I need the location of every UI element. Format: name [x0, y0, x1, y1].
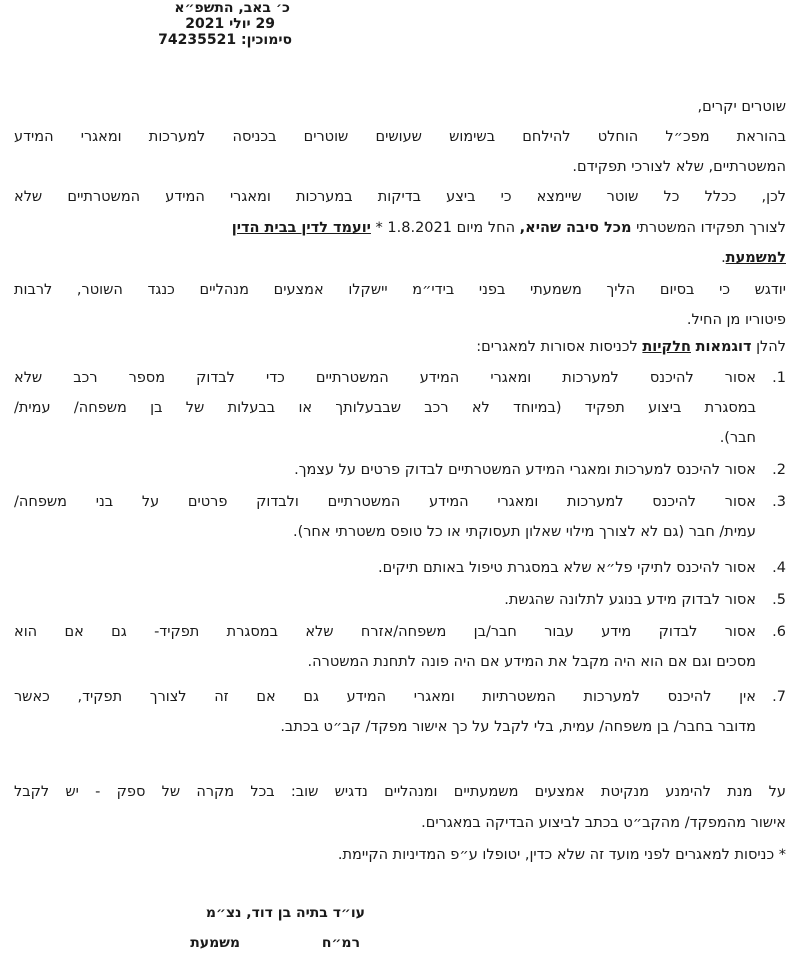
p2-text-start: לצורך תפקידו המשטרתי — [636, 220, 786, 236]
list-item-7 — [14, 682, 786, 712]
item-number: 6. — [772, 624, 786, 640]
gregorian-date: 29 יולי 2021 — [185, 16, 275, 32]
hebrew-date: כ׳ באב, התשפ״א — [174, 0, 290, 16]
reference-label: סימוכין: — [240, 32, 292, 48]
reference-line — [60, 32, 292, 48]
list-item-2 — [14, 455, 786, 485]
item-line: אין להיכנס למערכות המשטרתיות ומאגרי המידע גם אם זה לצורך תפקיד, כאשר — [14, 689, 756, 705]
intro-bold: דוגמאות — [695, 339, 752, 355]
item-line: אסור להיכנס למערכות ומאגרי המידע המשטרתיים לבדוק פרטים על עצמך. — [294, 462, 756, 478]
p2-date-phrase: החל מיום 1.8.2021 * — [375, 220, 516, 236]
item-number: 1. — [772, 370, 786, 386]
item-number: 4. — [772, 560, 786, 576]
paragraph1-line1: בהוראת מפכ״ל הוחלט להילחם בשימוש שעושים שוטרים בכניסה למערכות ומאגרי המידע — [14, 129, 786, 145]
item-line: אסור להיכנס למערכות ומאגרי המידע המשטרתיים ולבדוק פרטים על בני משפחה/ — [14, 494, 756, 510]
footnote: * כניסות למאגרים לפני מועד זה שלא כדין, יטופלו ע״פ המדיניות הקיימת. — [337, 847, 786, 863]
list-item-1 — [14, 363, 786, 393]
item-number: 5. — [772, 592, 786, 608]
signature-title-right: משמעת — [190, 935, 240, 951]
intro-end: לכניסות אסורות למאגרים: — [476, 339, 638, 355]
p2-bold-phrase: מכל סיבה שהיא, — [519, 220, 632, 236]
paragraph2-line3 — [14, 243, 786, 273]
item-number: 3. — [772, 494, 786, 510]
paragraph1-line2: המשטרתיים, שלא לצורכי תפקידם. — [572, 159, 786, 175]
item-line: במסגרת ביצוע תפקיד (במיוחד לא רכב שבבעלותך או בבעלות של בן משפחה/ עמית/ — [14, 400, 756, 416]
p2-underlined-phrase: יועמד לדין בבית הדין — [231, 220, 371, 236]
item-line: מסכים וגם אם הוא היה מקבל את המידע אם היה פונה לתחנת המשטרה. — [307, 654, 756, 670]
list-item-6 — [14, 617, 786, 647]
list-item-1-cont — [14, 393, 786, 423]
closing-line1: על מנת להימנע מנקיטת אמצעים משמעתיים ומנהליים נדגיש שוב: בכל מקרה של ספק - יש לקבל — [14, 784, 786, 800]
item-line: מדובר בחבר/ בן משפחה/ עמית, בלי לקבל על כך אישור מפקד/ קב״ט בכתב. — [280, 719, 756, 735]
list-item-6-cont — [14, 647, 786, 677]
signature-name: עו״ד בתיה בן דוד, נצ״מ — [205, 905, 365, 921]
paragraph2-line1: לכן, ככלל כל שוטר שיימצא כי ביצע בדיקות במערכות ומאגרי המידע המשטרתיים שלא — [14, 189, 786, 205]
p2-underlined-end: למשמעת — [725, 250, 786, 266]
signature-title-left: רמ״ח — [321, 935, 360, 951]
list-item-5 — [14, 585, 786, 615]
greeting: שוטרים יקרים, — [697, 99, 786, 115]
reference-number: 74235521 — [158, 32, 237, 48]
item-line: עמית/ חבר (גם לא לצורך מילוי שאלון תעסוקתי או כל טופס משטרתי אחר). — [292, 524, 756, 540]
item-line: אסור להיכנס למערכות ומאגרי המידע המשטרתיים כדי לבדוק מספר רכב שלא — [14, 370, 756, 386]
examples-intro — [14, 332, 786, 362]
p2-period: . — [721, 250, 726, 266]
list-item-3-cont — [14, 517, 786, 547]
closing-line2: אישור מהמפקד/ מהקב״ט בכתב לביצוע הבדיקה במאגרים. — [421, 815, 786, 831]
paragraph3-line2: פיטוריו מן החיל. — [686, 312, 786, 328]
list-item-3 — [14, 487, 786, 517]
list-item-4 — [14, 553, 786, 583]
paragraph3-line1: יודגש כי בסיום הליך משמעתי בפני בידי״מ יישקלו אמצעים מנהליים כנגד השוטר, לרבות — [14, 282, 786, 298]
paragraph2-line2 — [14, 213, 786, 243]
item-line: אסור להיכנס לתיקי פל״א שלא במסגרת טיפול באותם תיקים. — [378, 560, 756, 576]
item-number: 2. — [772, 462, 786, 478]
letter-header — [60, 0, 320, 48]
item-number: 7. — [772, 689, 786, 705]
item-line: אסור לבדוק מידע עבור חבר/בן משפחה/אזרח שלא במסגרת תפקיד- גם אם הוא — [14, 624, 756, 640]
list-item-7-cont — [14, 712, 786, 742]
intro-underlined: חלקיות — [642, 339, 691, 355]
item-line: אסור לבדוק מידע בנוגע לתלונה שהגשת. — [504, 592, 756, 608]
intro-start: להלן — [756, 339, 786, 355]
list-item-1-cont2 — [14, 423, 786, 453]
item-line: חבר). — [719, 430, 756, 446]
